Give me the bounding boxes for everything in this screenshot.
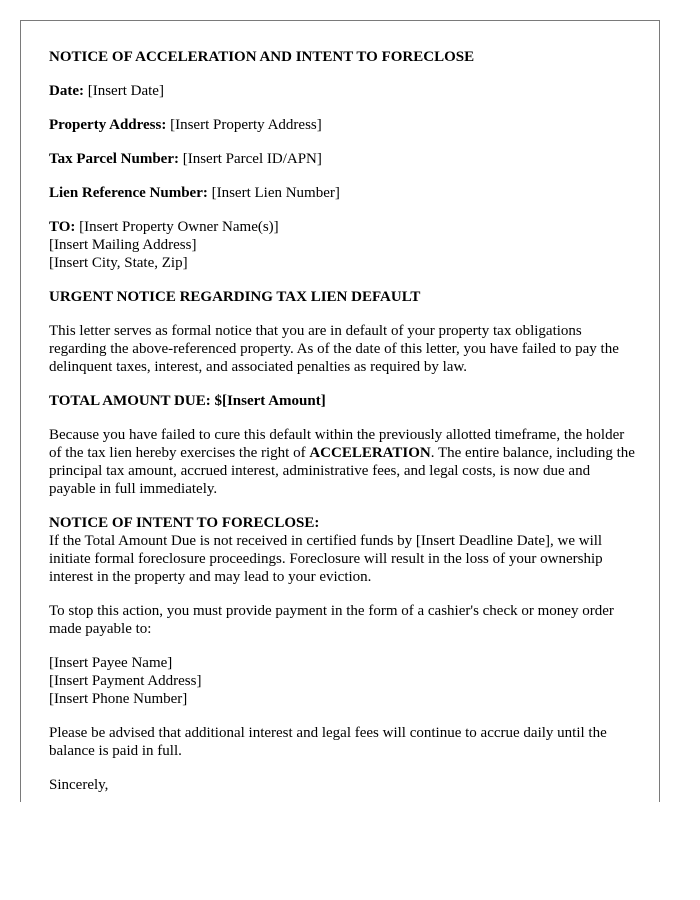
acceleration-paragraph [49, 426, 639, 498]
lien-reference-label: Lien Reference Number: [49, 185, 208, 201]
total-amount-due: TOTAL AMOUNT DUE: $[Insert Amount] [49, 393, 326, 409]
date-value: [Insert Date] [83, 83, 164, 99]
payment-instruction-paragraph: To stop this action, you must provide payment in the form of a cashier's check or money order made payable to: [49, 603, 614, 637]
payee-block [49, 654, 639, 708]
tax-parcel-label: Tax Parcel Number: [49, 151, 179, 167]
payee-name: [Insert Payee Name] [49, 655, 173, 671]
payee-phone: [Insert Phone Number] [49, 691, 188, 707]
closing-salutation: Sincerely, [49, 777, 109, 793]
acceleration-keyword: ACCELERATION [309, 445, 431, 461]
property-address-label: Property Address: [49, 117, 167, 133]
lien-reference-value: [Insert Lien Number] [207, 185, 340, 201]
acceleration-text-after: . The entire balance, including the principal tax amount, accrued interest, administrative fees, and legal costs, is now due and payable in full immediately. [49, 445, 635, 497]
letter-title: NOTICE OF ACCELERATION AND INTENT TO FORECLOSE [49, 49, 475, 65]
recipient-block [49, 218, 639, 272]
letter-page [20, 20, 660, 802]
date-field [49, 82, 639, 100]
to-label: TO: [49, 219, 76, 235]
foreclosure-paragraph: If the Total Amount Due is not received in certified funds by [Insert Deadline Date], we will initiate formal foreclosure proceedings. Foreclosure will result in the loss of your ownership interest in the property and may lead to your eviction. [49, 533, 603, 585]
date-label: Date: [49, 83, 84, 99]
payee-address: [Insert Payment Address] [49, 673, 202, 689]
recipient-name: [Insert Property Owner Name(s)] [75, 219, 279, 235]
tax-parcel-field [49, 150, 639, 168]
foreclosure-section [49, 514, 639, 586]
tax-parcel-value: [Insert Parcel ID/APN] [178, 151, 322, 167]
acceleration-text-before: Because you have failed to cure this default within the previously allotted timeframe, the holder of the tax lien hereby exercises the right of [49, 427, 625, 461]
accrual-warning-paragraph: Please be advised that additional interest and legal fees will continue to accrue daily until the balance is paid in full. [49, 725, 607, 759]
recipient-name-line [49, 218, 639, 236]
lien-reference-field [49, 184, 639, 202]
default-notice-paragraph: This letter serves as formal notice that you are in default of your property tax obligations regarding the above-referenced property. As of the date of this letter, you have failed to pay the delinquent taxes, interest, and associated penalties as required by law. [49, 323, 619, 375]
foreclosure-heading: NOTICE OF INTENT TO FORECLOSE: [49, 515, 320, 531]
recipient-address: [Insert Mailing Address] [49, 237, 197, 253]
recipient-city: [Insert City, State, Zip] [49, 255, 188, 271]
property-address-field [49, 116, 639, 134]
urgent-notice-heading: URGENT NOTICE REGARDING TAX LIEN DEFAULT [49, 289, 421, 305]
letter-content [49, 48, 639, 802]
property-address-value: [Insert Property Address] [166, 117, 322, 133]
